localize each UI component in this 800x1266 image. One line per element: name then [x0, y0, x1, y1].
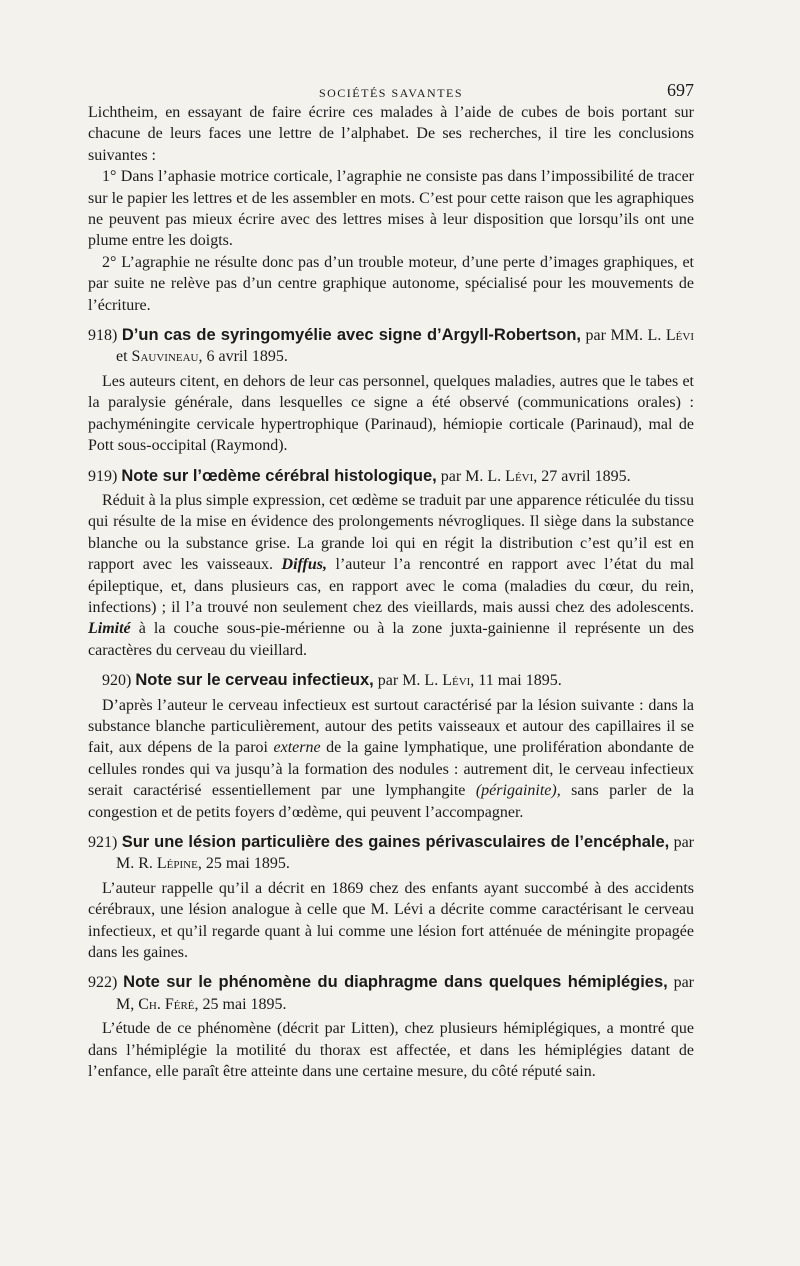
author-name: Lépine, [156, 855, 202, 873]
author-name: Lévi, [442, 672, 475, 690]
entry-heading [88, 972, 694, 1015]
entry-date: 11 mai 1895. [478, 672, 562, 690]
entry-body: L’étude de ce phénomène (décrit par Litten), chez plusieurs hémiplégiques, a montré que dans l’hémiplégie la motilité du thorax est affectée, et dans les hémiplégies datant de l’enfance, elle paraît être atteinte dans une certaine mesure, du côté réputé sain. [88, 1020, 694, 1081]
running-title: SOCIÉTÉS SAVANTES [318, 86, 464, 100]
entry-number: 922) [88, 974, 118, 992]
entry-heading [88, 832, 694, 875]
page-number: 697 [667, 80, 694, 100]
body-text: Réduit à la plus simple expression, cet œdème se traduit par une apparence réticulée du tissu qui résulte de la mise en évidence des prolongements névrogliques. Il siège dans la substance blanche ou la substance grise. La grande loi qui en régit la distribution c’est qu’il est en rapport avec les vaisseaux. [88, 491, 694, 574]
conclusion-1: 1° Dans l’aphasie motrice corticale, l’agraphie ne consiste pas dans l’impossibilité de tracer sur le papier les lettres et de les assembler en mots. C’est pour cette raison que les agraphiques ne peuvent pas mieux écrire avec des lettres mises à leur disposition que lorsqu’ils ont une plume entre les doigts. [88, 168, 694, 250]
entry-title: Note sur l’œdème cérébral histologique, [121, 466, 437, 485]
byline-prefix: par MM. L. [585, 327, 662, 345]
emphasis-externe: externe [273, 739, 321, 757]
entry-date: 27 avril 1895. [541, 467, 631, 485]
entry-date: 25 mai 1895. [205, 855, 290, 873]
author-name: Sauvineau, [131, 348, 203, 366]
byline-conjunction: et [116, 348, 128, 366]
entry-920 [88, 670, 694, 823]
entry-number: 919) [88, 467, 118, 485]
entry-title: Sur une lésion particulière des gaines périvasculaires de l’encéphale, [121, 833, 670, 851]
entry-922 [88, 972, 694, 1082]
byline-prefix: par M. L. [377, 672, 439, 690]
entry-title: Note sur le cerveau infectieux, [135, 671, 374, 690]
entry-body: Les auteurs citent, en dehors de leur cas personnel, quelques maladies, autres que le tabes et la paralysie générale, dans lesquelles ce signe a été observé (communications orales) : pachyméningite cervicale hypertrophique (Parinaud), hémiopie corticale (Parinaud), mal de Pott sous-occipital (Raymond). [88, 372, 694, 455]
entry-921 [88, 832, 694, 963]
byline-prefix: par M, [116, 974, 694, 1013]
author-name: Lévi [665, 327, 694, 345]
entry-number: 920) [102, 672, 132, 690]
entry-919 [88, 466, 694, 662]
entry-date: 25 mai 1895. [202, 995, 287, 1013]
author-name: Lévi, [505, 467, 538, 485]
conclusion-2: 2° L’agraphie ne résulte donc pas d’un trouble moteur, d’une perte d’images graphiques, et par suite ne relève pas d’un centre graphique autonome, spécialisé pour les mouvements de l’écriture. [88, 253, 694, 314]
running-head [88, 72, 694, 102]
body-text: D’après l’auteur le cerveau infectieux est surtout caractérisé par la lésion suivante : dans la substance blanche particulièrement, autour des petits vaisseaux et autour des capillaires il se fait, aux dépens de la paroi [88, 696, 694, 757]
page [88, 72, 694, 1082]
emphasis-perigainite: (périgainite), [475, 782, 561, 800]
entry-heading [88, 670, 694, 691]
body-text: l’auteur l’a rencontré en rapport avec l’état du mal épileptique, et, dans plusieurs cas, en rapport avec le coma (maladies du cœur, du rein, infections) ; il l’a trouvé non seulement chez des vieillards, mais aussi chez des adolescents. [88, 556, 695, 616]
body-text: sans parler de la congestion et de petits foyers d’œdème, qui peuvent l’accompagner. [88, 782, 695, 821]
body-text: à la couche sous-pie-mérienne ou à la zone juxta-gainienne il représente un des caractères du cerveau du vieillard. [88, 620, 695, 659]
body-text: de la gaine lymphatique, une prolifération abondante de cellules rondes qui va jusqu’à la formation des nodules : autrement dit, le cerveau infectieux serait caractérisé essentiellement par une lymphangite [88, 739, 695, 800]
entry-body [88, 490, 694, 661]
emphasis-diffus: Diffus, [281, 556, 328, 574]
entry-body: L’auteur rappelle qu’il a décrit en 1869 chez des enfants ayant succombé à des accidents cérébraux, une lésion analogue à celle que M. Lévi a décrite comme caractérisant le cerveau infectieux, et qu’il regarde quant à lui comme une lésion fort atténuée de méningite propagée dans les gaines. [88, 879, 694, 962]
entry-heading [88, 325, 694, 368]
entry-title: D’un cas de syringomyélie avec signe d’Argyll-Robertson, [121, 326, 581, 345]
entry-title: Note sur le phénomène du diaphragme dans quelques hémiplégies, [123, 973, 668, 992]
byline-prefix: par M. L. [440, 467, 502, 485]
author-name: Ch. Féré, [138, 995, 199, 1013]
intro-paragraph: Lichtheim, en essayant de faire écrire ces malades à l’aide de cubes de bois portant sur chacune de leurs faces une lettre de l’alphabet. De ses recherches, il tire les conclusions suivantes : [88, 104, 694, 164]
emphasis-limite: Limité [88, 620, 131, 638]
entry-body [88, 695, 694, 823]
entry-number: 918) [88, 327, 118, 345]
entry-number: 921) [88, 834, 118, 851]
entry-918 [88, 325, 694, 456]
entry-heading [88, 466, 694, 487]
byline-prefix: par M. R. [116, 834, 695, 873]
entry-date: 6 avril 1895. [206, 348, 288, 366]
